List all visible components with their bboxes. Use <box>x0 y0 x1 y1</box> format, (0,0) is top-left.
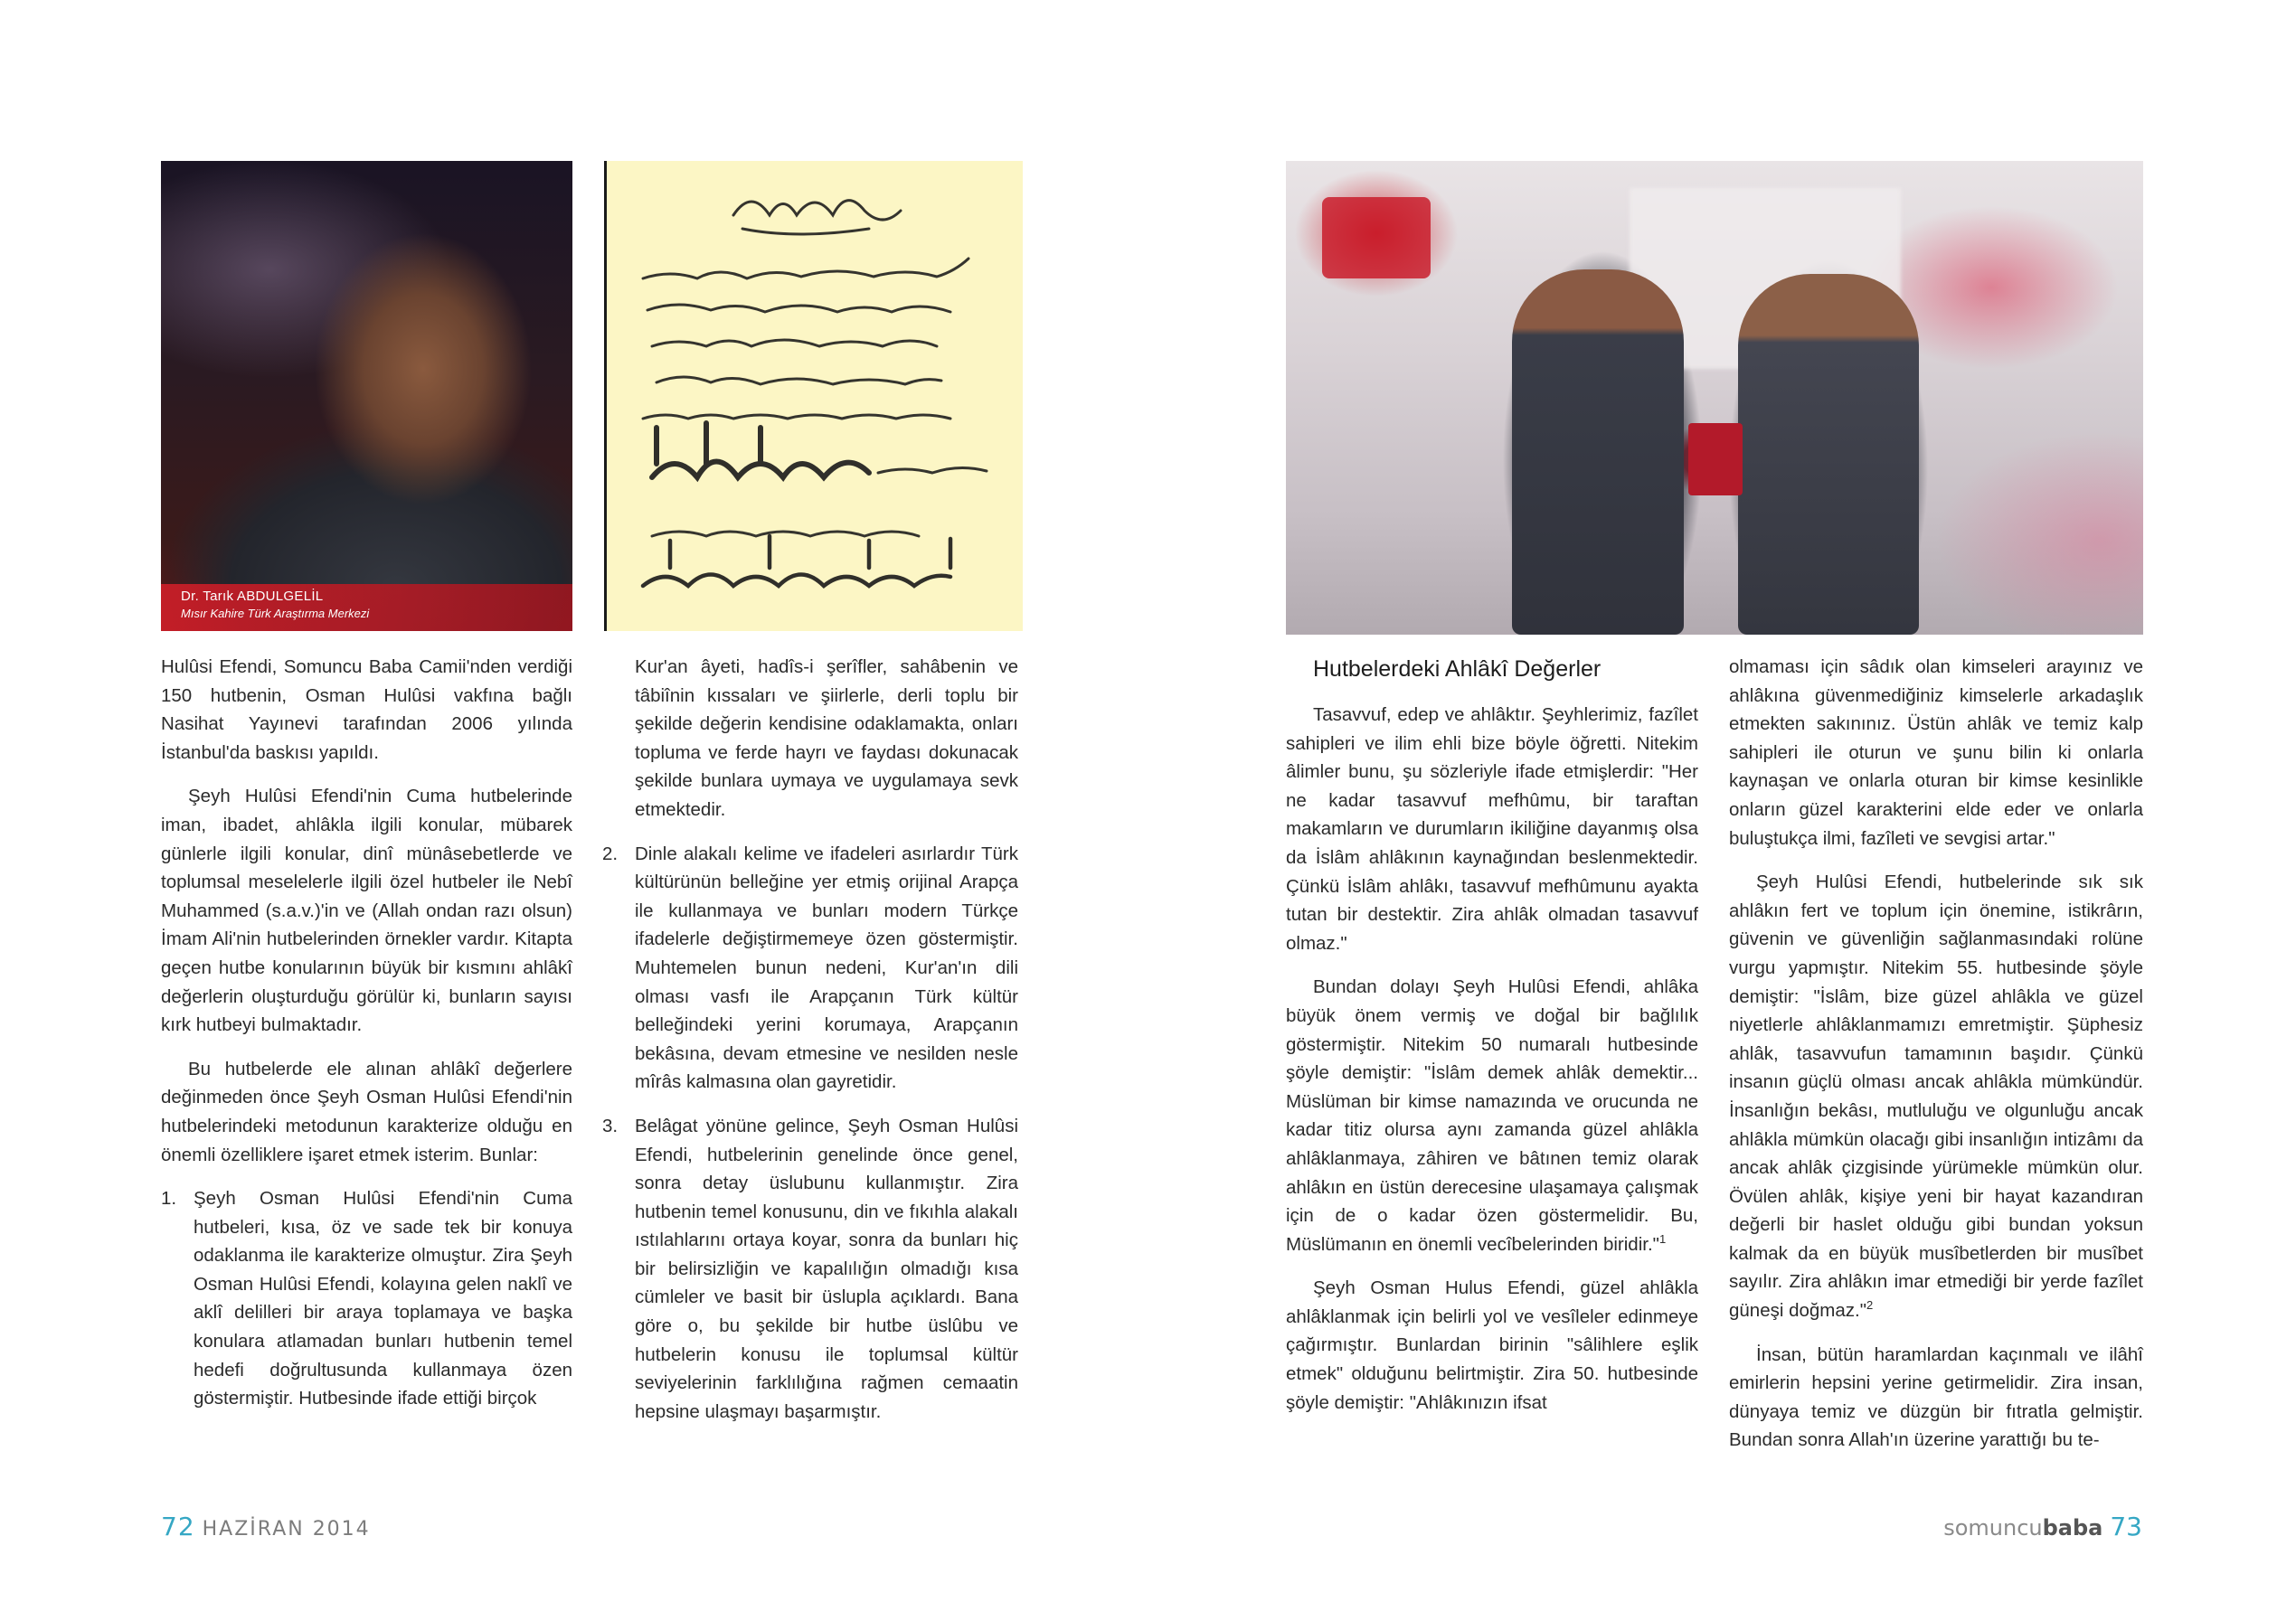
numbered-list <box>602 840 1018 1427</box>
paragraph-text: Bundan dolayı Şeyh Hulûsi Efendi, ahlâka büyük önem vermiş ve doğal bir bağlılık göstermiştir. Nitekim 50 numaralı hutbesinde şöyle demiştir: "İslâm demek ahlâk demektir... Müslüman bir kimse namazında ve orucunda ne kadar titiz olursa aynı zamanda güzel ahlâkla ahlâklanmaya, zâhiren ve bâtınen temiz olarak ahlâkın en üstün derecesine ulaşamaya çalışmak için de o kadar özen göstermelidir. Bu, Müslümanın en önemli vecîbelerinden biridir." <box>1286 976 1698 1255</box>
brand-name-a: somuncu <box>1943 1515 2043 1541</box>
list-item-text: Belâgat yönüne gelince, Şeyh Osman Hulûsi Efendi, hutbelerinin genelinde önce genel, sonra detay üslubunu kullanmıştır. Zira hutbenin temel konusunu, din ve fıkıhla alakalı ıstılahlarını ortaya koyar, sonra da bunları hiç bir belirsizliğin ve kapalılığın olmadığı kısa cümleler ve basit bir üslupla açıklardı. Bana göre o, bu şekilde bir hutbe üslûbu ve hutbelerin konusu ile toplumsal kültür seviyelerinin farklılığına rağmen cemaatin hepsine ulaşmayı başarmıştır. <box>635 1115 1018 1422</box>
paragraph: Hulûsi Efendi, Somuncu Baba Camii'nden verdiği 150 hutbenin, Osman Hulûsi vakfına bağlı Nasihat Yayınevi tarafından 2006 yılında İstanbul'da baskısı yapıldı. <box>161 656 572 763</box>
paragraph: Bu hutbelerde ele alınan ahlâkî değerlere değinmeden önce Şeyh Osman Hulûsi Efendi'nin hutbelerindeki metodunun karakterize olduğu en önemli özelliklere işaret etmek isterim. Bunlar: <box>161 1058 572 1165</box>
section-heading: Hutbelerdeki Ahlâkî Değerler <box>1313 656 1602 682</box>
footer-left <box>161 1512 371 1541</box>
footnote-ref: 2 <box>1866 1298 1874 1313</box>
photo-caption-org: Mısır Kahire Türk Araştırma Merkezi <box>181 607 370 620</box>
brand-name-b: baba <box>2042 1515 2103 1541</box>
photo-caption-name: Dr. Tarık ABDULGELİL <box>181 589 324 604</box>
column-1 <box>161 653 572 1428</box>
column-2 <box>602 653 1018 1441</box>
column-4 <box>1729 653 2143 1470</box>
portrait-photo <box>161 161 572 631</box>
award-plaque <box>1688 423 1743 495</box>
list-number: 1. <box>161 1188 177 1210</box>
paragraph: Şeyh Hulûsi Efendi'nin Cuma hutbelerinde iman, ibadet, ahlâkla ilgili konular, mübarek günlerle ilgili konular, dinî münâsebetlerde ve toplumsal meselelerle ilgili özel hutbeler ile Nebî Muhammed (s.a.v.)'in ve (Allah ondan razı olsun) İmam Ali'nin hutbelerinden örnekler vardır. Kitapta geçen hutbe konularının büyük bir kısmını ahlâkî değerlerin oluşturduğu görülür ki, bunların sayısı kırk hutbeyi bulmaktadır. <box>161 786 572 1036</box>
list-item-text: Şeyh Osman Hulûsi Efendi'nin Cuma hutbeleri, kısa, öz ve sade tek bir konuya odaklanma ile karakterize olmuştur. Zira Şeyh Osman Hulûsi Efendi, kolayına gelen naklî ve aklî delilleri bir araya toplamaya ve başka konulara atlamadan bunları hutbenin temel hedefi doğrultusunda kullanmaya özen göstermiştir. Hutbesinde ifade ettiği birçok <box>194 1188 572 1409</box>
list-number: 3. <box>602 1115 619 1136</box>
paragraph <box>1286 973 1698 1258</box>
paragraph: İnsan, bütün haramlardan kaçınmalı ve ilâhî emirlerin hepsini yerine getirmelidir. Zira insan, dünyaya temiz ve düzgün bir fıtratla gelmiştir. Bundan sonra Allah'ın üzerine yarattığı bu te- <box>1729 1343 2143 1451</box>
list-item <box>602 1112 1018 1427</box>
paragraph: olmaması için sâdık olan kimseleri arayınız ve ahlâkına güvenmediğiniz kimselerle arkadaşlık etmekten sakınınız. Üstün ahlâk ve temiz kalp sahipleri ile oturun ve şunu bilin ki onlarla kaynaşan ve onlarla oturan bir kimse kesinlikle onların güzel karakterini elde eder ve onlarla buluştukça ilmi, fazîleti ve sevgisi artar." <box>1729 656 2143 849</box>
page-number-right: 73 <box>2110 1512 2142 1541</box>
footer-right <box>1943 1512 2142 1541</box>
paragraph <box>1729 868 2143 1325</box>
award-ceremony-photo <box>1286 161 2143 635</box>
list-number: 2. <box>602 843 619 864</box>
arabic-manuscript-image <box>604 161 1023 631</box>
list-item <box>602 840 1018 1097</box>
person-right <box>1738 274 1919 635</box>
list-item-text: Dinle alakalı kelime ve ifadeleri asırlardır Türk kültürünün belleğine yer etmiş orijinal Arapça ile kullanmaya ve bunları modern Türkçe ifadelerle değiştirmemeye özen göstermiştir. Muhtemelen bunun nedeni, Kur'an'ın dili olması vasfı ile Arapçanın Türk kültür belleğindeki yerini korumaya, Arapçanın bekâsına, devam etmesine ve nesilden nesle mîrâs kalmasına olan gayretidir. <box>635 843 1018 1093</box>
paragraph-text: Şeyh Hulûsi Efendi, hutbelerinde sık sık ahlâkın fert ve toplum için önemine, istikrârın, güvenin ve güvenliğin sağlanmasındaki rolüne vurgu yapmıştır. Nitekim 55. hutbesinde şöyle demiştir: "İslâm, bize güzel ahlâkla ve güzel niyetlerle ahlâklanmamızı emretmiştir. Şüphesiz ahlâk, tasavvufun tamamının başıdır. Çünkü insanın güçlü olması ancak ahlâkla mümkündür. İnsanlığın bekâsı, mutluluğu ve olgunluğu ancak ahlâkla mümkün olacağı gibi insanlığın intizâmı da ancak ahlâk çizgisinde yürümekle mümkün olur. Övülen ahlâk, kişiye yeni bir hayat kazandıran değerli bir haslet olduğu gibi bundan yoksun kalmak da en büyük musîbetlerden bir musîbet sayılır. Zira ahlâkın imar etmediği bir yerde fazîlet güneşi doğmaz." <box>1729 872 2143 1322</box>
paragraph: Kur'an âyeti, hadîs-i şerîfler, sahâbenin ve tâbiînin kıssaları ve şiirlerle, derli toplu bir şekilde değerin kendisine odaklamakta, onları topluma ve ferde hayrı ve faydası dokunacak şekilde bunlara uymaya ve uygulamaya sevk etmektedir. <box>635 656 1018 820</box>
numbered-list <box>161 1184 572 1413</box>
person-left <box>1512 269 1684 635</box>
flag-shape <box>1322 197 1431 278</box>
column-3 <box>1286 701 1698 1432</box>
list-item <box>161 1184 572 1413</box>
manuscript-handwriting <box>607 161 1023 631</box>
issue-date: HAZİRAN 2014 <box>202 1518 371 1541</box>
paragraph: Şeyh Osman Hulus Efendi, güzel ahlâkla ahlâklanmak için belirli yol ve vesîleler edinmeye çağırmıştır. Bunlardan birinin "sâlihlere eşlik etmek" olduğunu belirtmiştir. Zira 50. hutbesinde şöyle demiştir: "Ahlâkınızın ifsat <box>1286 1277 1698 1413</box>
page-number-left: 72 <box>161 1512 195 1541</box>
footnote-ref: 1 <box>1658 1231 1667 1246</box>
paragraph: Tasavvuf, edep ve ahlâktır. Şeyhlerimiz, fazîlet sahipleri ve ilim ehli bize böyle öğretti. Nitekim âlimler bunu, şu sözleriyle ifade etmişlerdir: "Her ne kadar tasavvuf mefhûmu, bir taraftan makamların ve durumların ikiliğine dayanmış olsa da İslâm ahlâkının kaynağından beslenmektedir. Çünkü İslâm ahlâkı, tasavvuf mefhûmunu ayakta tutan bir destektir. Zira ahlâk olmadan tasavvuf olmaz." <box>1286 704 1698 954</box>
